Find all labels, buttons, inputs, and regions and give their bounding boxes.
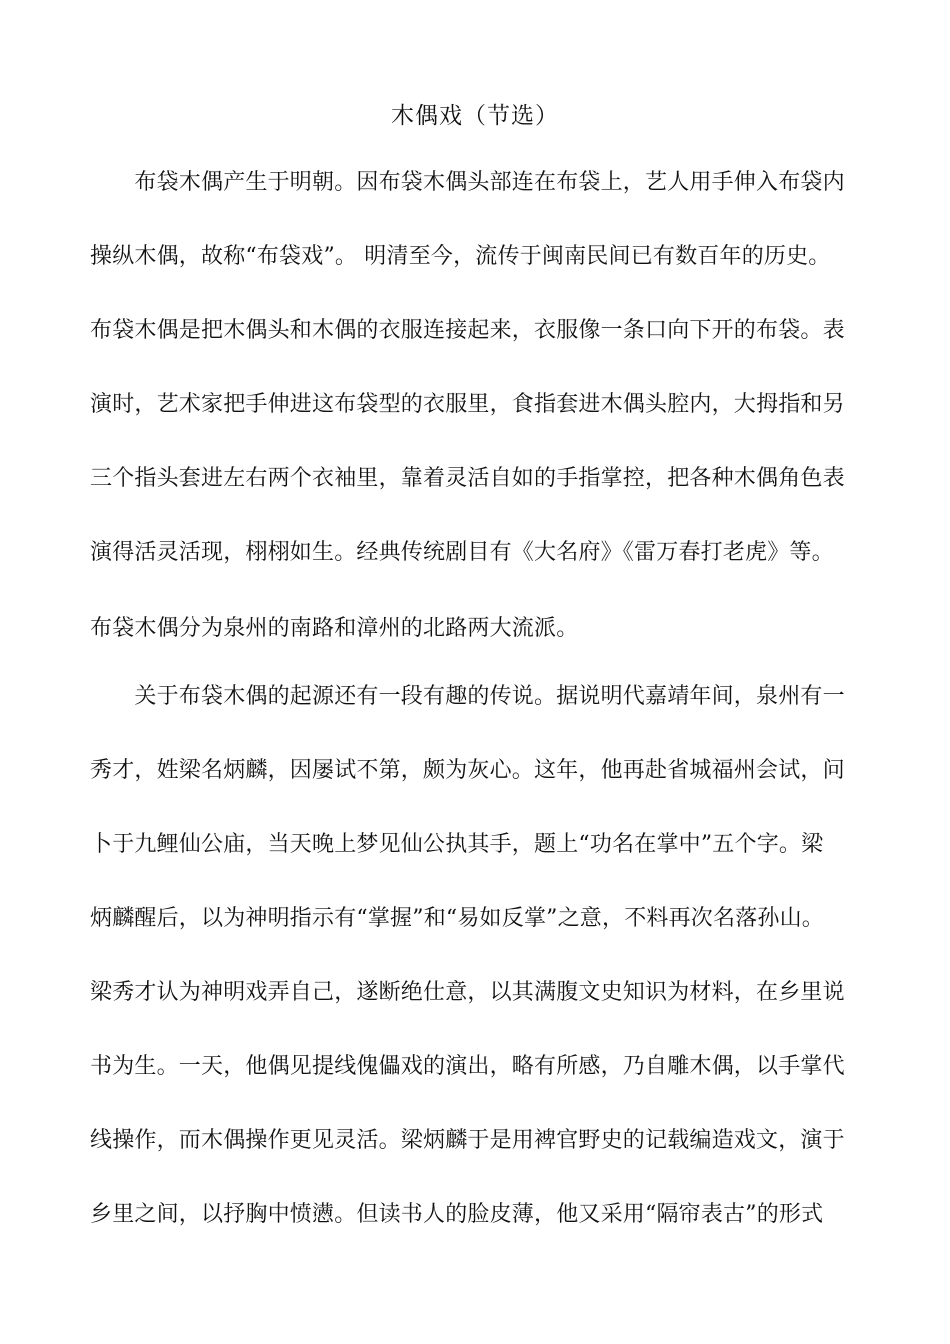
text-line: 书为生。一天，他偶见提线傀儡戏的演出，略有所感，乃自雕木偶，以手掌代 <box>90 1054 845 1079</box>
text-line: 关于布袋木偶的起源还有一段有趣的传说。据说明代嘉靖年间，泉州有一 <box>90 684 845 709</box>
text-line: 三个指头套进左右两个衣袖里，靠着灵活自如的手指掌控，把各种木偶角色表 <box>90 466 845 491</box>
text-line: 布袋木偶是把木偶头和木偶的衣服连接起来，衣服像一条口向下开的布袋。表 <box>90 318 845 343</box>
text-line: 演时，艺术家把手伸进这布袋型的衣服里，食指套进木偶头腔内，大拇指和另 <box>90 392 845 417</box>
text-line: 秀才，姓梁名炳麟，因屡试不第，颇为灰心。这年，他再赴省城福州会试，问 <box>90 758 845 783</box>
text-line: 乡里之间，以抒胸中愤懑。但读书人的脸皮薄，他又采用“隔帘表古”的形式 <box>90 1202 824 1227</box>
text-line: 卜于九鲤仙公庙，当天晚上梦见仙公执其手，题上“功名在掌中”五个字。梁 <box>90 832 824 857</box>
text-line: 操纵木偶，故称“布袋戏”。 明清至今，流传于闽南民间已有数百年的历史。 <box>90 244 831 269</box>
text-line: 梁秀才认为神明戏弄自己，遂断绝仕意，以其满腹文史知识为材料，在乡里说 <box>90 980 845 1005</box>
text-line: 炳麟醒后，以为神明指示有“掌握”和“易如反掌”之意，不料再次名落孙山。 <box>90 906 824 931</box>
document-title: 木偶戏（节选） <box>391 103 559 129</box>
text-line: 布袋木偶产生于明朝。因布袋木偶头部连在布袋上，艺人用手伸入布袋内 <box>90 170 845 195</box>
text-line: 布袋木偶分为泉州的南路和漳州的北路两大流派。 <box>90 616 579 641</box>
text-line: 线操作，而木偶操作更见灵活。梁炳麟于是用裨官野史的记载编造戏文，演于 <box>90 1128 845 1153</box>
text-line: 演得活灵活现，栩栩如生。经典传统剧目有《大名府》《雷万春打老虎》等。 <box>90 540 834 565</box>
